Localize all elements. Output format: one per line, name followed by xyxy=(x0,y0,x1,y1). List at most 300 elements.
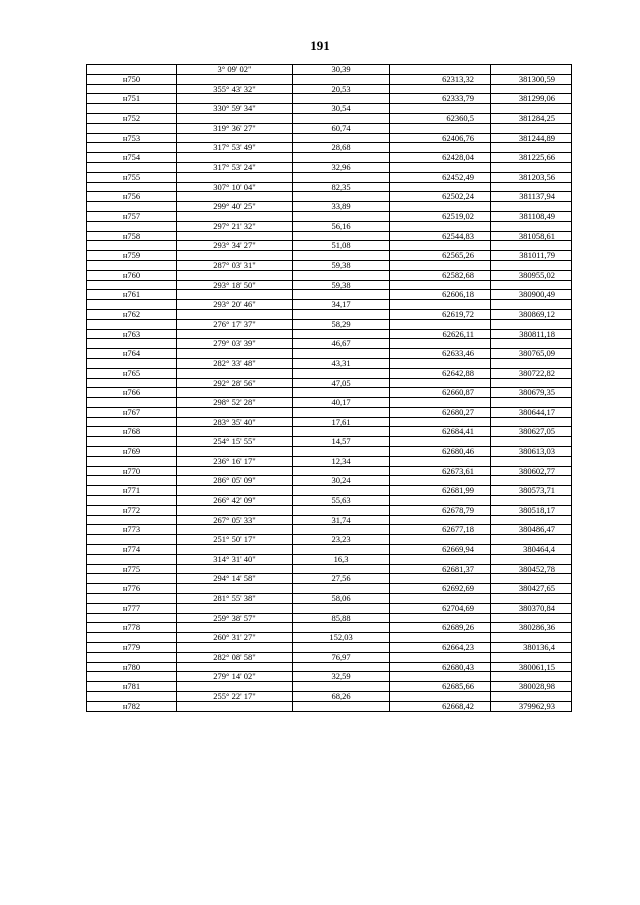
table-row xyxy=(87,378,572,388)
y-coordinate-cell xyxy=(491,143,572,153)
bearing-cell: 294° 14' 58" xyxy=(177,574,293,584)
y-coordinate-cell xyxy=(491,574,572,584)
distance-cell xyxy=(293,309,390,319)
table-row xyxy=(87,682,572,692)
point-name-cell xyxy=(87,104,177,114)
coordinates-table xyxy=(86,64,572,712)
x-coordinate-cell xyxy=(390,574,491,584)
x-coordinate-cell xyxy=(390,358,491,368)
bearing-cell xyxy=(177,643,293,653)
distance-cell xyxy=(293,388,390,398)
bearing-cell: 283° 35' 40" xyxy=(177,417,293,427)
distance-cell xyxy=(293,192,390,202)
point-name-cell: н768 xyxy=(87,427,177,437)
bearing-cell xyxy=(177,231,293,241)
distance-cell: 17,61 xyxy=(293,417,390,427)
table-row xyxy=(87,300,572,310)
point-name-cell xyxy=(87,613,177,623)
y-coordinate-cell xyxy=(491,65,572,75)
bearing-cell: 330° 59' 34" xyxy=(177,104,293,114)
y-coordinate-cell xyxy=(491,417,572,427)
y-coordinate-cell xyxy=(491,358,572,368)
x-coordinate-cell: 62660,87 xyxy=(390,388,491,398)
bearing-cell xyxy=(177,701,293,711)
table-row xyxy=(87,182,572,192)
table-row xyxy=(87,701,572,711)
x-coordinate-cell: 62704,69 xyxy=(390,603,491,613)
y-coordinate-cell: 381058,61 xyxy=(491,231,572,241)
distance-cell: 152,03 xyxy=(293,633,390,643)
x-coordinate-cell xyxy=(390,554,491,564)
bearing-cell xyxy=(177,447,293,457)
distance-cell: 55,63 xyxy=(293,496,390,506)
bearing-cell xyxy=(177,368,293,378)
bearing-cell: 254° 15' 55" xyxy=(177,437,293,447)
bearing-cell: 282° 33' 48" xyxy=(177,358,293,368)
bearing-cell: 298° 52' 28" xyxy=(177,398,293,408)
bearing-cell xyxy=(177,290,293,300)
distance-cell: 20,53 xyxy=(293,84,390,94)
table-row xyxy=(87,407,572,417)
x-coordinate-cell xyxy=(390,633,491,643)
table-row xyxy=(87,535,572,545)
distance-cell: 51,08 xyxy=(293,241,390,251)
distance-cell xyxy=(293,368,390,378)
y-coordinate-cell: 380370,84 xyxy=(491,603,572,613)
y-coordinate-cell xyxy=(491,535,572,545)
x-coordinate-cell: 62681,99 xyxy=(390,486,491,496)
table-row xyxy=(87,153,572,163)
point-name-cell: н759 xyxy=(87,251,177,261)
table-row xyxy=(87,290,572,300)
x-coordinate-cell: 62685,66 xyxy=(390,682,491,692)
point-name-cell xyxy=(87,535,177,545)
x-coordinate-cell: 62678,79 xyxy=(390,505,491,515)
point-name-cell: н757 xyxy=(87,211,177,221)
point-name-cell: н761 xyxy=(87,290,177,300)
bearing-cell xyxy=(177,192,293,202)
point-name-cell: н758 xyxy=(87,231,177,241)
x-coordinate-cell: 62519,02 xyxy=(390,211,491,221)
distance-cell xyxy=(293,682,390,692)
y-coordinate-cell: 381137,94 xyxy=(491,192,572,202)
bearing-cell xyxy=(177,545,293,555)
point-name-cell: н764 xyxy=(87,349,177,359)
y-coordinate-cell xyxy=(491,456,572,466)
bearing-cell xyxy=(177,486,293,496)
distance-cell xyxy=(293,564,390,574)
bearing-cell xyxy=(177,564,293,574)
bearing-cell: 297° 21' 32" xyxy=(177,221,293,231)
distance-cell xyxy=(293,427,390,437)
bearing-cell: 276° 17' 37" xyxy=(177,319,293,329)
y-coordinate-cell xyxy=(491,260,572,270)
point-name-cell xyxy=(87,476,177,486)
x-coordinate-cell xyxy=(390,496,491,506)
y-coordinate-cell xyxy=(491,437,572,447)
table-row xyxy=(87,368,572,378)
point-name-cell: н771 xyxy=(87,486,177,496)
y-coordinate-cell: 381108,49 xyxy=(491,211,572,221)
distance-cell xyxy=(293,113,390,123)
y-coordinate-cell: 380627,05 xyxy=(491,427,572,437)
y-coordinate-cell xyxy=(491,84,572,94)
table-row xyxy=(87,398,572,408)
y-coordinate-cell: 380613,03 xyxy=(491,447,572,457)
bearing-cell xyxy=(177,525,293,535)
bearing-cell: 266° 42' 09" xyxy=(177,496,293,506)
distance-cell xyxy=(293,251,390,261)
bearing-cell: 282° 08' 58" xyxy=(177,652,293,662)
point-name-cell: н779 xyxy=(87,643,177,653)
y-coordinate-cell: 379962,93 xyxy=(491,701,572,711)
bearing-cell: 292° 28' 56" xyxy=(177,378,293,388)
bearing-cell xyxy=(177,349,293,359)
bearing-cell: 259° 38' 57" xyxy=(177,613,293,623)
x-coordinate-cell xyxy=(390,260,491,270)
point-name-cell: н775 xyxy=(87,564,177,574)
point-name-cell xyxy=(87,417,177,427)
table-row xyxy=(87,643,572,653)
table-row xyxy=(87,437,572,447)
distance-cell xyxy=(293,486,390,496)
distance-cell: 47,05 xyxy=(293,378,390,388)
x-coordinate-cell xyxy=(390,143,491,153)
distance-cell xyxy=(293,329,390,339)
distance-cell: 28,68 xyxy=(293,143,390,153)
table-row xyxy=(87,623,572,633)
table-row xyxy=(87,251,572,261)
y-coordinate-cell: 380602,77 xyxy=(491,466,572,476)
table-row xyxy=(87,221,572,231)
y-coordinate-cell xyxy=(491,496,572,506)
bearing-cell: 281° 55' 38" xyxy=(177,594,293,604)
table-row xyxy=(87,113,572,123)
bearing-cell: 236° 16' 17" xyxy=(177,456,293,466)
point-name-cell: н766 xyxy=(87,388,177,398)
bearing-cell xyxy=(177,153,293,163)
y-coordinate-cell xyxy=(491,319,572,329)
point-name-cell xyxy=(87,456,177,466)
y-coordinate-cell xyxy=(491,476,572,486)
point-name-cell: н776 xyxy=(87,584,177,594)
x-coordinate-cell xyxy=(390,221,491,231)
table-row xyxy=(87,525,572,535)
bearing-cell: 286° 05' 09" xyxy=(177,476,293,486)
table-row xyxy=(87,280,572,290)
table-row xyxy=(87,476,572,486)
bearing-cell xyxy=(177,682,293,692)
x-coordinate-cell xyxy=(390,398,491,408)
table-row xyxy=(87,672,572,682)
y-coordinate-cell: 380644,17 xyxy=(491,407,572,417)
x-coordinate-cell xyxy=(390,241,491,251)
table-row xyxy=(87,143,572,153)
point-name-cell xyxy=(87,162,177,172)
point-name-cell: н781 xyxy=(87,682,177,692)
distance-cell: 85,88 xyxy=(293,613,390,623)
bearing-cell xyxy=(177,584,293,594)
y-coordinate-cell xyxy=(491,202,572,212)
bearing-cell: 293° 18' 50" xyxy=(177,280,293,290)
table-row xyxy=(87,270,572,280)
bearing-cell: 314° 31' 40" xyxy=(177,554,293,564)
point-name-cell xyxy=(87,65,177,75)
bearing-cell: 355° 43' 32" xyxy=(177,84,293,94)
y-coordinate-cell: 380573,71 xyxy=(491,486,572,496)
distance-cell: 14,57 xyxy=(293,437,390,447)
distance-cell xyxy=(293,211,390,221)
point-name-cell xyxy=(87,652,177,662)
point-name-cell xyxy=(87,123,177,133)
y-coordinate-cell xyxy=(491,104,572,114)
y-coordinate-cell xyxy=(491,300,572,310)
distance-cell: 32,59 xyxy=(293,672,390,682)
distance-cell: 43,31 xyxy=(293,358,390,368)
distance-cell xyxy=(293,133,390,143)
point-name-cell xyxy=(87,515,177,525)
distance-cell xyxy=(293,447,390,457)
distance-cell: 33,89 xyxy=(293,202,390,212)
table-row xyxy=(87,202,572,212)
point-name-cell: н760 xyxy=(87,270,177,280)
distance-cell xyxy=(293,466,390,476)
distance-cell xyxy=(293,643,390,653)
distance-cell xyxy=(293,172,390,182)
point-name-cell xyxy=(87,358,177,368)
y-coordinate-cell: 381225,66 xyxy=(491,153,572,163)
y-coordinate-cell: 380900,49 xyxy=(491,290,572,300)
table-row xyxy=(87,613,572,623)
table-row xyxy=(87,417,572,427)
x-coordinate-cell xyxy=(390,202,491,212)
x-coordinate-cell xyxy=(390,84,491,94)
x-coordinate-cell: 62664,23 xyxy=(390,643,491,653)
table-row xyxy=(87,662,572,672)
distance-cell xyxy=(293,525,390,535)
point-name-cell xyxy=(87,692,177,702)
table-row xyxy=(87,388,572,398)
table-row xyxy=(87,260,572,270)
point-name-cell: н778 xyxy=(87,623,177,633)
table-row xyxy=(87,692,572,702)
x-coordinate-cell xyxy=(390,339,491,349)
y-coordinate-cell xyxy=(491,594,572,604)
table-row xyxy=(87,84,572,94)
table-row xyxy=(87,74,572,84)
x-coordinate-cell: 62680,43 xyxy=(390,662,491,672)
table-row xyxy=(87,486,572,496)
table-row xyxy=(87,515,572,525)
table-row xyxy=(87,339,572,349)
y-coordinate-cell xyxy=(491,241,572,251)
bearing-cell xyxy=(177,603,293,613)
table-row xyxy=(87,496,572,506)
bearing-cell: 260° 31' 27" xyxy=(177,633,293,643)
table-row xyxy=(87,584,572,594)
x-coordinate-cell xyxy=(390,437,491,447)
x-coordinate-cell: 62684,41 xyxy=(390,427,491,437)
bearing-cell: 293° 34' 27" xyxy=(177,241,293,251)
y-coordinate-cell xyxy=(491,652,572,662)
bearing-cell xyxy=(177,270,293,280)
point-name-cell: н756 xyxy=(87,192,177,202)
point-name-cell xyxy=(87,202,177,212)
point-name-cell xyxy=(87,339,177,349)
y-coordinate-cell xyxy=(491,613,572,623)
y-coordinate-cell xyxy=(491,633,572,643)
x-coordinate-cell: 62619,72 xyxy=(390,309,491,319)
x-coordinate-cell xyxy=(390,65,491,75)
point-name-cell: н782 xyxy=(87,701,177,711)
table-row xyxy=(87,652,572,662)
x-coordinate-cell xyxy=(390,123,491,133)
table-row xyxy=(87,633,572,643)
bearing-cell xyxy=(177,662,293,672)
point-name-cell: н765 xyxy=(87,368,177,378)
table-row xyxy=(87,358,572,368)
distance-cell xyxy=(293,623,390,633)
x-coordinate-cell xyxy=(390,476,491,486)
bearing-cell: 317° 53' 24" xyxy=(177,162,293,172)
point-name-cell xyxy=(87,437,177,447)
point-name-cell: н780 xyxy=(87,662,177,672)
x-coordinate-cell xyxy=(390,456,491,466)
distance-cell: 23,23 xyxy=(293,535,390,545)
x-coordinate-cell: 62406,76 xyxy=(390,133,491,143)
point-name-cell: н751 xyxy=(87,94,177,104)
y-coordinate-cell xyxy=(491,221,572,231)
point-name-cell: н777 xyxy=(87,603,177,613)
point-name-cell xyxy=(87,574,177,584)
point-name-cell: н753 xyxy=(87,133,177,143)
bearing-cell xyxy=(177,74,293,84)
table-row xyxy=(87,172,572,182)
x-coordinate-cell xyxy=(390,535,491,545)
distance-cell xyxy=(293,662,390,672)
point-name-cell: н769 xyxy=(87,447,177,457)
y-coordinate-cell: 380518,17 xyxy=(491,505,572,515)
distance-cell xyxy=(293,270,390,280)
point-name-cell xyxy=(87,221,177,231)
table-row xyxy=(87,309,572,319)
distance-cell: 32,96 xyxy=(293,162,390,172)
distance-cell: 59,38 xyxy=(293,280,390,290)
distance-cell: 82,35 xyxy=(293,182,390,192)
y-coordinate-cell xyxy=(491,515,572,525)
point-name-cell xyxy=(87,319,177,329)
bearing-cell: 279° 14' 02" xyxy=(177,672,293,682)
x-coordinate-cell: 62680,46 xyxy=(390,447,491,457)
y-coordinate-cell: 380028,98 xyxy=(491,682,572,692)
table-row xyxy=(87,123,572,133)
distance-cell: 12,34 xyxy=(293,456,390,466)
table-row xyxy=(87,211,572,221)
distance-cell xyxy=(293,349,390,359)
point-name-cell xyxy=(87,300,177,310)
distance-cell xyxy=(293,701,390,711)
point-name-cell: н754 xyxy=(87,153,177,163)
x-coordinate-cell xyxy=(390,515,491,525)
bearing-cell xyxy=(177,623,293,633)
point-name-cell xyxy=(87,241,177,251)
table-row xyxy=(87,574,572,584)
x-coordinate-cell: 62313,32 xyxy=(390,74,491,84)
x-coordinate-cell xyxy=(390,594,491,604)
distance-cell xyxy=(293,153,390,163)
y-coordinate-cell xyxy=(491,339,572,349)
point-name-cell xyxy=(87,554,177,564)
x-coordinate-cell xyxy=(390,104,491,114)
y-coordinate-cell: 380955,02 xyxy=(491,270,572,280)
point-name-cell: н750 xyxy=(87,74,177,84)
table-row xyxy=(87,603,572,613)
table-row xyxy=(87,505,572,515)
table-row xyxy=(87,466,572,476)
point-name-cell: н755 xyxy=(87,172,177,182)
distance-cell: 56,16 xyxy=(293,221,390,231)
bearing-cell xyxy=(177,329,293,339)
point-name-cell xyxy=(87,182,177,192)
point-name-cell xyxy=(87,496,177,506)
y-coordinate-cell: 380486,47 xyxy=(491,525,572,535)
table-row xyxy=(87,133,572,143)
x-coordinate-cell: 62360,5 xyxy=(390,113,491,123)
bearing-cell xyxy=(177,172,293,182)
x-coordinate-cell: 62680,27 xyxy=(390,407,491,417)
x-coordinate-cell xyxy=(390,162,491,172)
bearing-cell xyxy=(177,251,293,261)
x-coordinate-cell: 62669,94 xyxy=(390,545,491,555)
y-coordinate-cell: 380427,65 xyxy=(491,584,572,594)
y-coordinate-cell xyxy=(491,162,572,172)
x-coordinate-cell: 62626,11 xyxy=(390,329,491,339)
x-coordinate-cell: 62673,61 xyxy=(390,466,491,476)
y-coordinate-cell xyxy=(491,378,572,388)
x-coordinate-cell: 62428,04 xyxy=(390,153,491,163)
y-coordinate-cell: 380286,36 xyxy=(491,623,572,633)
point-name-cell: н770 xyxy=(87,466,177,476)
point-name-cell: н773 xyxy=(87,525,177,535)
y-coordinate-cell xyxy=(491,554,572,564)
point-name-cell xyxy=(87,672,177,682)
distance-cell: 31,74 xyxy=(293,515,390,525)
y-coordinate-cell xyxy=(491,692,572,702)
point-name-cell xyxy=(87,398,177,408)
distance-cell xyxy=(293,545,390,555)
x-coordinate-cell xyxy=(390,692,491,702)
x-coordinate-cell: 62452,49 xyxy=(390,172,491,182)
y-coordinate-cell: 380452,78 xyxy=(491,564,572,574)
x-coordinate-cell xyxy=(390,613,491,623)
point-name-cell: н774 xyxy=(87,545,177,555)
page-number: 191 xyxy=(310,38,330,53)
table-row xyxy=(87,192,572,202)
y-coordinate-cell: 380811,18 xyxy=(491,329,572,339)
table-row xyxy=(87,349,572,359)
coordinates-table-body xyxy=(87,65,572,712)
bearing-cell: 307° 10' 04" xyxy=(177,182,293,192)
bearing-cell xyxy=(177,133,293,143)
bearing-cell: 287° 03' 31" xyxy=(177,260,293,270)
bearing-cell: 267° 05' 33" xyxy=(177,515,293,525)
distance-cell: 30,39 xyxy=(293,65,390,75)
distance-cell xyxy=(293,94,390,104)
point-name-cell: н767 xyxy=(87,407,177,417)
bearing-cell xyxy=(177,113,293,123)
distance-cell: 46,67 xyxy=(293,339,390,349)
distance-cell: 59,38 xyxy=(293,260,390,270)
